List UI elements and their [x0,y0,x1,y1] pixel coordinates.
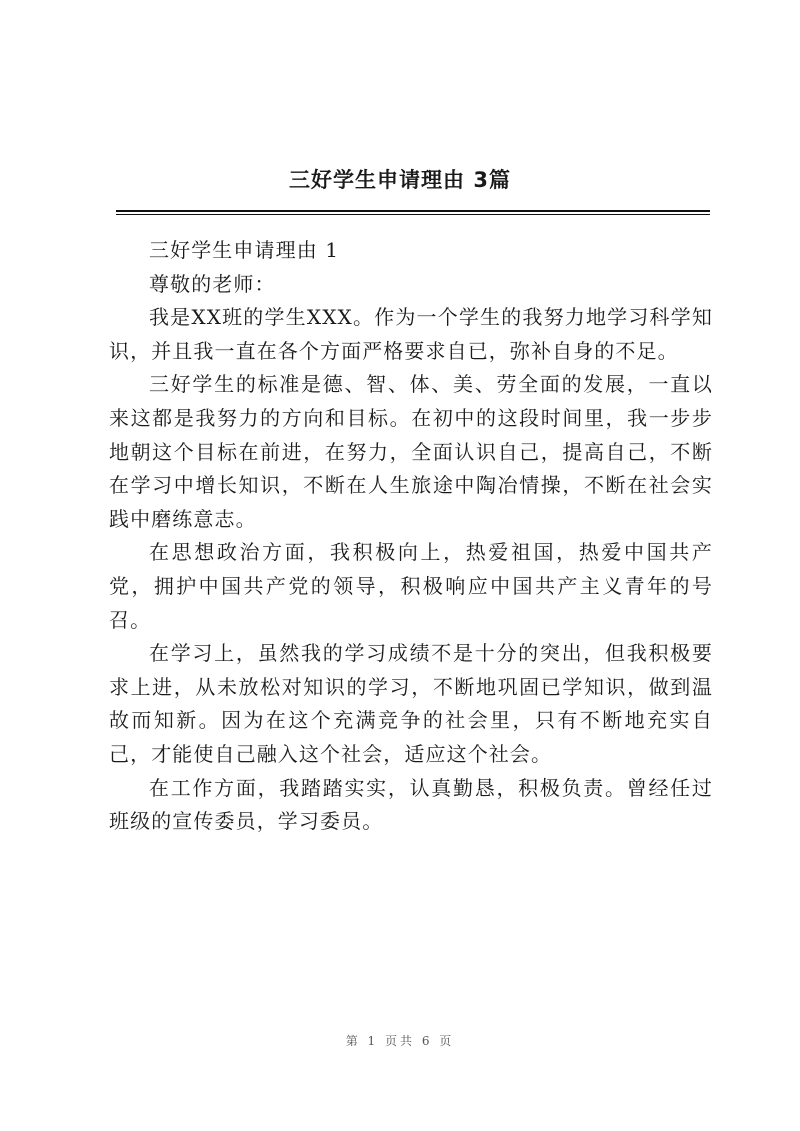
title-rule [116,210,710,212]
salutation: 尊敬的老师： [149,271,276,296]
paragraph: 在工作方面，我踏踏实实，认真勤恳，积极负责。曾经任过班级的宣传委员，学习委员。 [109,775,713,834]
paragraph: 三好学生的标准是德、智、体、美、劳全面的发展，一直以来这都是我努力的方向和目标。在初中的这段时间里，我一步步地朝这个目标在前进，在努力，全面认识自己，提高自己，不断在学习中增长知识，不断在人生旅途中陶冶情操，不断在社会实践中磨练意志。 [109,372,713,531]
title-rule-thin [116,214,710,215]
document-title: 三好学生申请理由 3篇 [289,168,511,192]
page-footer: 第 1 页共 6 页 [345,1034,455,1048]
paragraph: 我是XX班的学生XXX。作为一个学生的我努力地学习科学知识，并且我一直在各个方面严格要求自已，弥补自身的不足。 [109,305,713,363]
section-heading: 三好学生申请理由 1 [149,238,340,262]
paragraph: 在思想政治方面，我积极向上，热爱祖国，热爱中国共产党，拥护中国共产党的领导，积极响应中国共产主义青年的号召。 [109,540,713,632]
paragraph: 在学习上，虽然我的学习成绩不是十分的突出，但我积极要求上进，从未放松对知识的学习，不断地巩固已学知识，做到温故而知新。因为在这个充满竞争的社会里，只有不断地充实自己，才能使自己融入这个社会，适应这个社会。 [109,641,713,766]
document-body [109,234,713,839]
